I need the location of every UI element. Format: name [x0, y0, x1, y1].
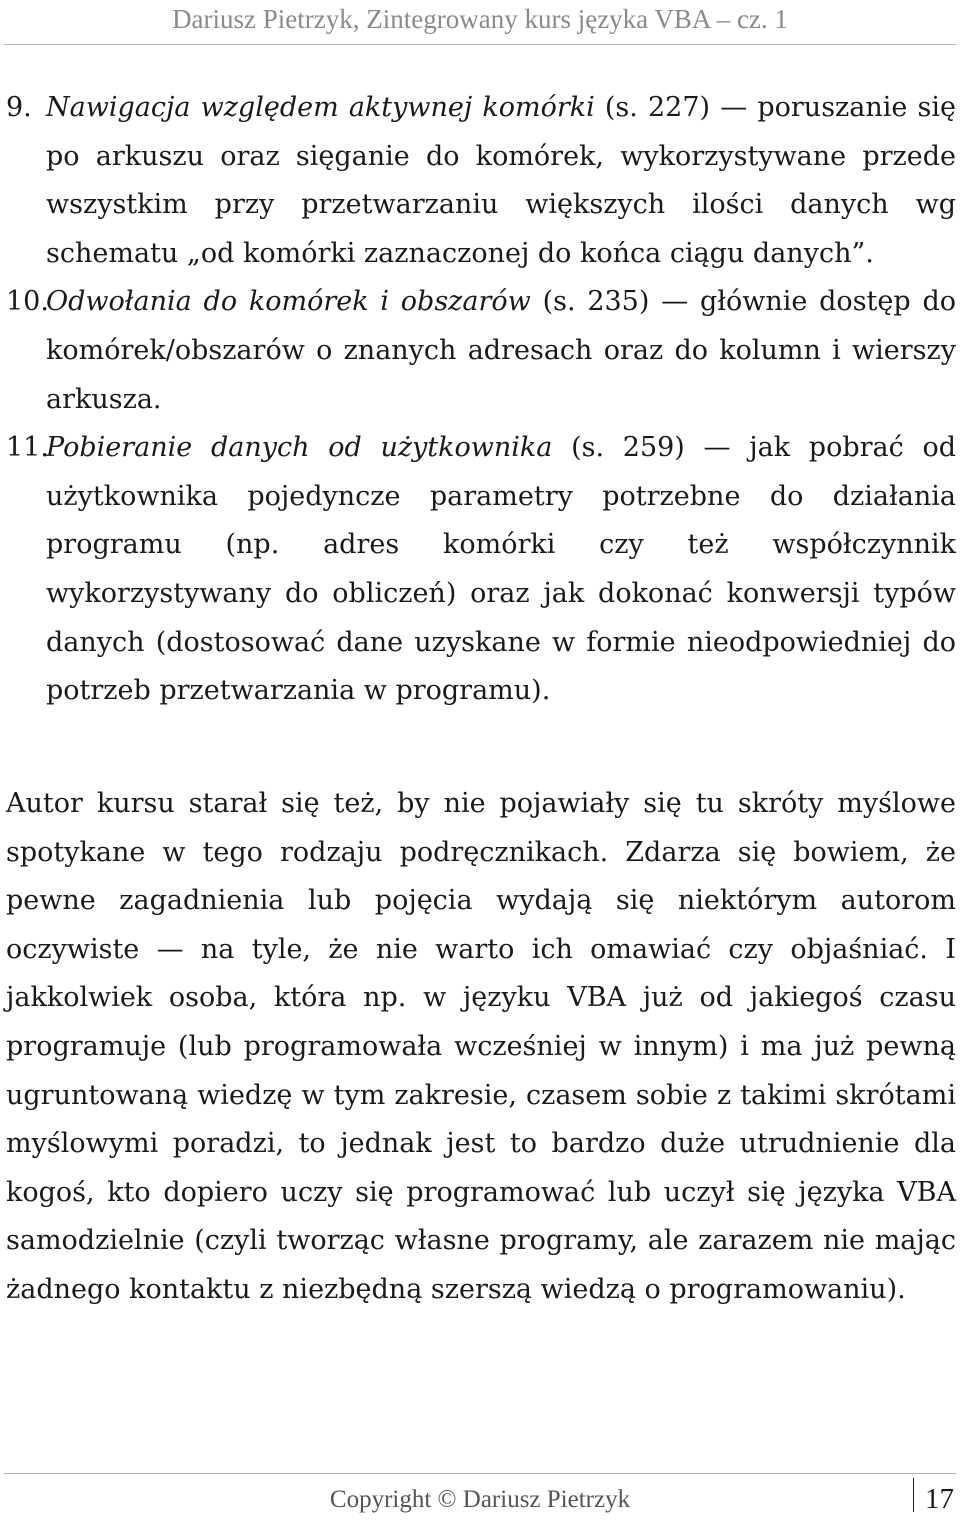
footer-divider	[4, 1473, 956, 1474]
list-item-9	[6, 84, 956, 278]
list-item-10	[6, 278, 956, 424]
list-item-title: Nawigacja względem aktywnej komórki	[46, 92, 595, 123]
page-number: 17	[925, 1483, 954, 1515]
list-item-11	[6, 424, 956, 716]
numbered-list	[6, 84, 956, 716]
list-item-body: (s. 259) — jak pobrać od użytkownika pojedyncze parametry potrzebne do działania programu (np. adres komórki czy też współczynnik wykorzystywany do obliczeń) oraz jak dokonać konwersji typów danych (dostosować dane uzyskane w formie nieodpowiedniej do potrzeb przetwarzania w programu).	[46, 432, 956, 707]
list-item-number: 10.	[6, 286, 49, 318]
header-divider	[4, 44, 956, 45]
list-item-number: 9.	[6, 92, 32, 123]
list-item-title: Odwołania do komórek i obszarów	[46, 286, 531, 318]
footer-copyright: Copyright © Dariusz Pietrzyk	[329, 1486, 631, 1513]
list-item-title: Pobieranie danych od użytkownika	[46, 432, 553, 464]
list-item-number: 11.	[6, 432, 49, 464]
list-item-body: (s. 227) — poruszanie się po arkuszu oraz sięganie do komórek, wykorzystywane przede wszystkim przy przetwarzaniu większych ilości danych wg schematu „od komórki zaznaczonej do końca ciągu danych”.	[46, 92, 956, 269]
list-item-body: (s. 235) — głównie dostęp do komórek/obszarów o znanych adresach oraz do kolumn i wierszy arkusza.	[46, 286, 956, 415]
body-paragraph: Autor kursu starał się też, by nie pojawiały się tu skróty myślowe spotykane w tego rodzaju podręcznikach. Zdarza się bowiem, że pewne zagadnienia lub pojęcia wydają się niektórym autorom oczywiste — na tyle, że nie warto ich omawiać czy objaśniać. I jakkolwiek osoba, która np. w języku VBA już od jakiegoś czasu programuje (lub programowała wcześniej w innym) i ma już pewną ugruntowaną wiedzę w tym zakresie, czasem sobie z takimi skrótami myślowymi poradzi, to jednak jest to bardzo duże utrudnienie dla kogoś, kto dopiero uczy się programować lub uczył się języka VBA samodzielnie (czyli tworząc własne programy, ale zarazem nie mając żadnego kontaktu z niezbędną szerszą wiedzą o programowaniu).	[6, 788, 956, 1305]
running-header: Dariusz Pietrzyk, Zintegrowany kurs języka VBA – cz. 1	[172, 4, 788, 34]
